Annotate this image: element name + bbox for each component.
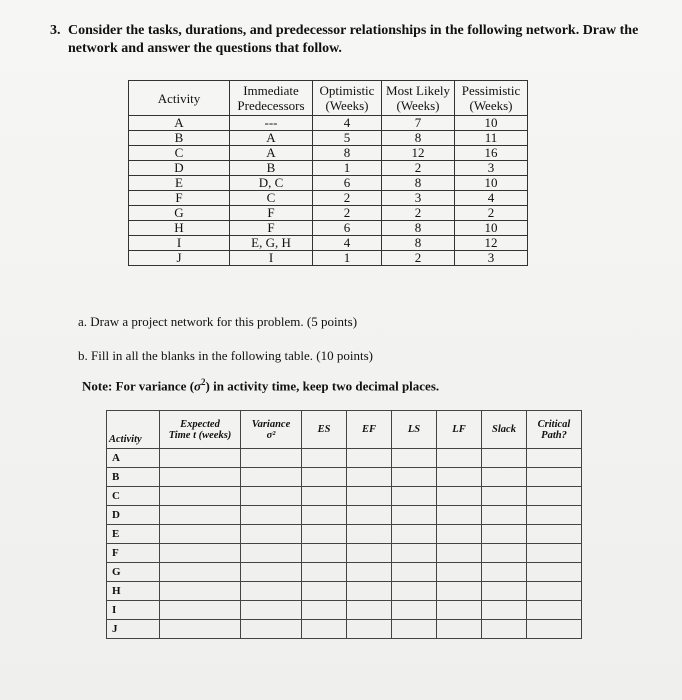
cell-activity: A: [129, 116, 230, 131]
cell-most-likely: 2: [382, 251, 455, 266]
cell-variance[interactable]: [241, 487, 302, 506]
table-row: [129, 116, 528, 131]
cell-critical-path[interactable]: [527, 449, 582, 468]
cell-activity: C: [107, 487, 160, 506]
cell-ef[interactable]: [347, 601, 392, 620]
cell-optimistic: 5: [313, 131, 382, 146]
cell-slack[interactable]: [482, 620, 527, 639]
cell-optimistic: 6: [313, 176, 382, 191]
cell-variance[interactable]: [241, 525, 302, 544]
cell-expected-time[interactable]: [160, 506, 241, 525]
cell-most-likely: 7: [382, 116, 455, 131]
cell-ef[interactable]: [347, 468, 392, 487]
cell-optimistic: 8: [313, 146, 382, 161]
cell-pessimistic: 11: [455, 131, 528, 146]
cell-critical-path[interactable]: [527, 525, 582, 544]
activity-duration-table: [128, 80, 528, 266]
table-row: [107, 487, 582, 506]
cell-es[interactable]: [302, 449, 347, 468]
cell-ls[interactable]: [392, 487, 437, 506]
cell-lf[interactable]: [437, 468, 482, 487]
cell-variance[interactable]: [241, 506, 302, 525]
cell-lf[interactable]: [437, 620, 482, 639]
question-text: [50, 22, 650, 58]
cell-pessimistic: 3: [455, 251, 528, 266]
cell-activity: E: [107, 525, 160, 544]
cell-pessimistic: 10: [455, 176, 528, 191]
cell-slack[interactable]: [482, 563, 527, 582]
cell-variance[interactable]: [241, 468, 302, 487]
cell-optimistic: 2: [313, 206, 382, 221]
table-row: [107, 468, 582, 487]
question-line-1: Consider the tasks, durations, and predecessor relationships in the following network. Draw the: [68, 23, 639, 38]
cell-activity: C: [129, 146, 230, 161]
header-slack: Slack: [482, 411, 527, 449]
sigma-symbol: σ: [194, 378, 202, 394]
cell-predecessors: A: [230, 131, 313, 146]
cell-critical-path[interactable]: [527, 582, 582, 601]
cell-ls[interactable]: [392, 449, 437, 468]
table-row: [107, 582, 582, 601]
cell-activity: G: [107, 563, 160, 582]
cell-most-likely: 8: [382, 176, 455, 191]
cell-es[interactable]: [302, 544, 347, 563]
cell-es[interactable]: [302, 601, 347, 620]
cell-ef[interactable]: [347, 582, 392, 601]
cell-critical-path[interactable]: [527, 506, 582, 525]
table-row: [107, 544, 582, 563]
table-row: [129, 236, 528, 251]
cell-predecessors: B: [230, 161, 313, 176]
table-row: [129, 146, 528, 161]
part-a-text: a. Draw a project network for this problem. (5 points): [78, 314, 358, 329]
cell-optimistic: 1: [313, 161, 382, 176]
cell-slack[interactable]: [482, 487, 527, 506]
cell-most-likely: 8: [382, 131, 455, 146]
cell-expected-time[interactable]: [160, 468, 241, 487]
cell-ls[interactable]: [392, 544, 437, 563]
table-row: [107, 449, 582, 468]
cell-activity: J: [107, 620, 160, 639]
cell-pessimistic: 3: [455, 161, 528, 176]
cell-most-likely: 8: [382, 236, 455, 251]
header-ef: EF: [347, 411, 392, 449]
cell-expected-time[interactable]: [160, 563, 241, 582]
cell-pessimistic: 4: [455, 191, 528, 206]
cell-predecessors: A: [230, 146, 313, 161]
cell-slack[interactable]: [482, 506, 527, 525]
cell-variance[interactable]: [241, 601, 302, 620]
cell-lf[interactable]: [437, 544, 482, 563]
cell-activity: I: [107, 601, 160, 620]
cell-most-likely: 2: [382, 161, 455, 176]
cell-critical-path[interactable]: [527, 601, 582, 620]
cell-activity: H: [129, 221, 230, 236]
header-critical-path: Critical Path?: [527, 411, 582, 449]
cell-slack[interactable]: [482, 449, 527, 468]
cell-variance[interactable]: [241, 620, 302, 639]
cell-predecessors: ---: [230, 116, 313, 131]
cell-variance[interactable]: [241, 449, 302, 468]
cell-lf[interactable]: [437, 601, 482, 620]
cell-expected-time[interactable]: [160, 525, 241, 544]
cell-predecessors: C: [230, 191, 313, 206]
cell-lf[interactable]: [437, 487, 482, 506]
table-row: [129, 176, 528, 191]
cell-ef[interactable]: [347, 544, 392, 563]
cell-activity: I: [129, 236, 230, 251]
cell-es[interactable]: [302, 525, 347, 544]
cell-ef[interactable]: [347, 449, 392, 468]
header-variance: Variance σ²: [241, 411, 302, 449]
table-row: [107, 563, 582, 582]
cell-pessimistic: 10: [455, 221, 528, 236]
table-row: [129, 251, 528, 266]
cell-ls[interactable]: [392, 525, 437, 544]
cell-expected-time[interactable]: [160, 601, 241, 620]
cell-predecessors: F: [230, 221, 313, 236]
cell-predecessors: I: [230, 251, 313, 266]
cell-ef[interactable]: [347, 525, 392, 544]
header-activity: Activity: [107, 411, 160, 449]
cell-pessimistic: 12: [455, 236, 528, 251]
cell-most-likely: 8: [382, 221, 455, 236]
cell-activity: D: [107, 506, 160, 525]
header-pessimistic: Pessimistic (Weeks): [455, 81, 528, 116]
cell-critical-path[interactable]: [527, 487, 582, 506]
cell-activity: B: [107, 468, 160, 487]
cell-activity: D: [129, 161, 230, 176]
cell-lf[interactable]: [437, 563, 482, 582]
cell-es[interactable]: [302, 487, 347, 506]
cell-slack[interactable]: [482, 525, 527, 544]
cell-ls[interactable]: [392, 468, 437, 487]
cell-pessimistic: 10: [455, 116, 528, 131]
table-row: [107, 525, 582, 544]
cell-ef[interactable]: [347, 563, 392, 582]
cell-most-likely: 12: [382, 146, 455, 161]
header-most-likely: Most Likely (Weeks): [382, 81, 455, 116]
cell-ls[interactable]: [392, 582, 437, 601]
header-lf: LF: [437, 411, 482, 449]
cell-expected-time[interactable]: [160, 449, 241, 468]
header-ls: LS: [392, 411, 437, 449]
cell-ls[interactable]: [392, 601, 437, 620]
cell-expected-time[interactable]: [160, 582, 241, 601]
cell-activity: G: [129, 206, 230, 221]
cell-ef[interactable]: [347, 620, 392, 639]
cell-optimistic: 6: [313, 221, 382, 236]
question-line-2: network and answer the questions that follow.: [68, 41, 342, 56]
cell-expected-time[interactable]: [160, 544, 241, 563]
cell-slack[interactable]: [482, 582, 527, 601]
cell-activity: B: [129, 131, 230, 146]
cell-slack[interactable]: [482, 468, 527, 487]
cell-predecessors: E, G, H: [230, 236, 313, 251]
cell-predecessors: D, C: [230, 176, 313, 191]
cell-optimistic: 2: [313, 191, 382, 206]
cell-critical-path[interactable]: [527, 468, 582, 487]
cell-lf[interactable]: [437, 506, 482, 525]
cell-lf[interactable]: [437, 449, 482, 468]
cell-es[interactable]: [302, 582, 347, 601]
table-row: [129, 206, 528, 221]
cell-activity: J: [129, 251, 230, 266]
cell-predecessors: F: [230, 206, 313, 221]
cell-slack[interactable]: [482, 601, 527, 620]
cell-ls[interactable]: [392, 563, 437, 582]
cell-expected-time[interactable]: [160, 487, 241, 506]
header-expected-time: Expected Time t (weeks): [160, 411, 241, 449]
table-row: [107, 601, 582, 620]
cell-es[interactable]: [302, 468, 347, 487]
cell-optimistic: 4: [313, 236, 382, 251]
variance-note: Note: For variance $(\sigma^2)$ in activity time, keep two decimal places.: [82, 377, 440, 394]
table-row: [107, 506, 582, 525]
cell-optimistic: 4: [313, 116, 382, 131]
table-row: [129, 131, 528, 146]
header-es: ES: [302, 411, 347, 449]
cell-activity: H: [107, 582, 160, 601]
table-row: [129, 221, 528, 236]
cell-ls[interactable]: [392, 620, 437, 639]
cell-pessimistic: 16: [455, 146, 528, 161]
answer-table: [106, 410, 582, 639]
cell-lf[interactable]: [437, 582, 482, 601]
cell-most-likely: 3: [382, 191, 455, 206]
part-b-text: b. Fill in all the blanks in the following table. (10 points): [78, 348, 373, 363]
table-row: [129, 161, 528, 176]
cell-activity: A: [107, 449, 160, 468]
cell-es[interactable]: [302, 563, 347, 582]
cell-ef[interactable]: [347, 487, 392, 506]
question-number: 3.: [50, 23, 61, 38]
cell-activity: F: [129, 191, 230, 206]
cell-es[interactable]: [302, 506, 347, 525]
cell-ef[interactable]: [347, 506, 392, 525]
cell-ls[interactable]: [392, 506, 437, 525]
table-row: [107, 620, 582, 639]
cell-es[interactable]: [302, 620, 347, 639]
cell-expected-time[interactable]: [160, 620, 241, 639]
cell-critical-path[interactable]: [527, 620, 582, 639]
cell-critical-path[interactable]: [527, 544, 582, 563]
cell-variance[interactable]: [241, 563, 302, 582]
cell-lf[interactable]: [437, 525, 482, 544]
header-activity: Activity: [129, 81, 230, 116]
cell-variance[interactable]: [241, 582, 302, 601]
header-predecessors: Immediate Predecessors: [230, 81, 313, 116]
table-row: [129, 191, 528, 206]
cell-activity: E: [129, 176, 230, 191]
cell-activity: F: [107, 544, 160, 563]
cell-most-likely: 2: [382, 206, 455, 221]
header-optimistic: Optimistic (Weeks): [313, 81, 382, 116]
cell-critical-path[interactable]: [527, 563, 582, 582]
cell-pessimistic: 2: [455, 206, 528, 221]
cell-slack[interactable]: [482, 544, 527, 563]
cell-optimistic: 1: [313, 251, 382, 266]
cell-variance[interactable]: [241, 544, 302, 563]
